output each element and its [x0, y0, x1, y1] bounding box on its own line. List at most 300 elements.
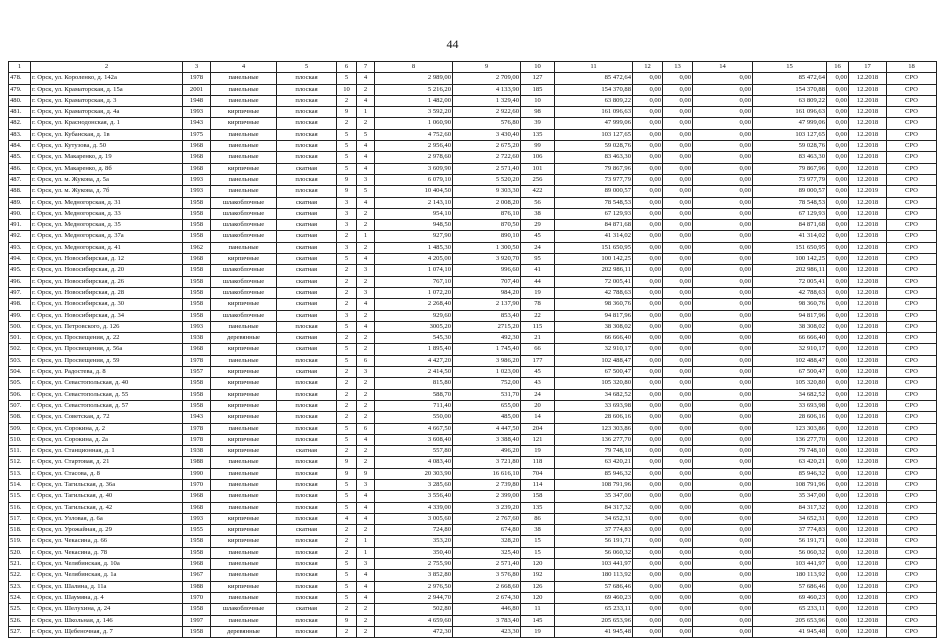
table-cell: 2 399,00 — [453, 491, 521, 502]
table-cell: 12.2018 — [849, 434, 887, 445]
column-header: 16 — [827, 62, 849, 73]
table-cell: 98 — [521, 107, 555, 118]
column-header: 5 — [277, 62, 337, 73]
table-cell: 41 — [521, 265, 555, 276]
table-cell: 0,00 — [827, 276, 849, 287]
table-cell: плоская — [277, 626, 337, 637]
table-row — [9, 502, 937, 513]
table-cell: 3 285,60 — [375, 479, 453, 490]
table-cell: 180 113,92 — [555, 570, 633, 581]
table-cell: г. Орск, ул. Новосибирская, д. 12 — [31, 254, 183, 265]
table-cell: 1993 — [183, 174, 211, 185]
table-cell: 0,00 — [827, 581, 849, 592]
column-header: 15 — [753, 62, 827, 73]
table-cell: кирпичные — [211, 581, 277, 592]
table-cell: 114 — [521, 479, 555, 490]
table-cell: 10 — [337, 84, 357, 95]
table-cell: 752,00 — [453, 378, 521, 389]
table-cell: 1993 — [183, 513, 211, 524]
table-cell: 0,00 — [663, 174, 693, 185]
table-cell: 12.2018 — [849, 604, 887, 615]
table-cell: плоская — [277, 186, 337, 197]
table-cell: 12.2018 — [849, 491, 887, 502]
table-cell: шлакоблочные — [211, 231, 277, 242]
table-cell: 0,00 — [633, 107, 663, 118]
table-cell: 12.2018 — [849, 141, 887, 152]
table-cell: 5 — [337, 141, 357, 152]
table-cell: 0,00 — [693, 174, 753, 185]
table-cell: 493. — [9, 242, 31, 253]
table-cell: 0,00 — [693, 525, 753, 536]
table-row — [9, 344, 937, 355]
table-cell: 0,00 — [693, 254, 753, 265]
table-cell: г. Орск, ул. Щебеночная, д. 7 — [31, 626, 183, 637]
table-cell: 711,40 — [375, 400, 453, 411]
table-cell: г. Орск, ул. Советская, д. 72 — [31, 412, 183, 423]
table-cell: г. Орск, ул. м. Жукова, д. 7б — [31, 186, 183, 197]
table-cell: 0,00 — [827, 491, 849, 502]
table-cell: 63 420,21 — [753, 457, 827, 468]
table-cell: 5 — [337, 491, 357, 502]
table-cell: 4 083,40 — [375, 457, 453, 468]
table-cell: 0,00 — [827, 502, 849, 513]
table-cell: 99 — [521, 141, 555, 152]
table-cell: 67 129,93 — [555, 208, 633, 219]
table-cell: 948,50 — [375, 220, 453, 231]
table-cell: 35 347,00 — [753, 491, 827, 502]
table-cell: 0,00 — [827, 355, 849, 366]
table-cell: панельные — [211, 479, 277, 490]
table-cell: панельные — [211, 242, 277, 253]
table-cell: панельные — [211, 547, 277, 558]
table-cell: плоская — [277, 457, 337, 468]
table-cell: 1978 — [183, 423, 211, 434]
table-cell: 4 — [357, 299, 375, 310]
table-cell: 4 — [357, 73, 375, 84]
table-cell: 56 060,32 — [753, 547, 827, 558]
table-cell: 12.2018 — [849, 299, 887, 310]
table-cell: панельные — [211, 559, 277, 570]
table-cell: 499. — [9, 310, 31, 321]
table-cell: 12.2018 — [849, 152, 887, 163]
table-cell: 2 008,20 — [453, 197, 521, 208]
table-cell: 65 233,11 — [555, 604, 633, 615]
table-cell: 0,00 — [633, 604, 663, 615]
table-cell: 3005,20 — [375, 321, 453, 332]
table-cell: 2 — [337, 412, 357, 423]
table-cell: 136 277,70 — [555, 434, 633, 445]
table-cell: 2 978,60 — [375, 152, 453, 163]
table-cell: 151 650,95 — [753, 242, 827, 253]
table-cell: 0,00 — [663, 547, 693, 558]
table-cell: 0,00 — [663, 95, 693, 106]
table-cell: 0,00 — [693, 367, 753, 378]
table-cell: 6 — [357, 355, 375, 366]
column-header: 11 — [555, 62, 633, 73]
table-cell: шлакоблочные — [211, 265, 277, 276]
table-cell: 5 — [357, 186, 375, 197]
table-cell: 870,50 — [453, 220, 521, 231]
table-cell: 510. — [9, 434, 31, 445]
table-cell: скатная — [277, 525, 337, 536]
table-row — [9, 208, 937, 219]
table-cell: 2 — [357, 626, 375, 637]
table-row — [9, 570, 937, 581]
table-cell: панельные — [211, 592, 277, 603]
table-cell: плоская — [277, 141, 337, 152]
table-cell: 496. — [9, 276, 31, 287]
table-cell: плоская — [277, 378, 337, 389]
table-cell: 550,00 — [375, 412, 453, 423]
table-cell: СРО — [887, 220, 937, 231]
table-cell: скатная — [277, 231, 337, 242]
table-row — [9, 231, 937, 242]
table-cell: 4 — [357, 141, 375, 152]
table-cell: 513. — [9, 468, 31, 479]
table-cell: панельные — [211, 129, 277, 140]
table-cell: 521. — [9, 559, 31, 570]
table-cell: 0,00 — [663, 513, 693, 524]
table-cell: 0,00 — [663, 457, 693, 468]
table-cell: 47 999,06 — [753, 118, 827, 129]
table-cell: 85 472,64 — [753, 73, 827, 84]
table-cell: 65 233,11 — [753, 604, 827, 615]
table-cell: 38 — [521, 525, 555, 536]
table-cell: кирпичные — [211, 434, 277, 445]
table-cell: скатная — [277, 287, 337, 298]
table-cell: 472,30 — [375, 626, 453, 637]
table-cell: 0,00 — [663, 242, 693, 253]
table-cell: плоская — [277, 479, 337, 490]
table-cell: 0,00 — [693, 547, 753, 558]
table-cell: 1 074,10 — [375, 265, 453, 276]
table-cell: 0,00 — [663, 423, 693, 434]
table-cell: 1 023,00 — [453, 367, 521, 378]
table-cell: 481. — [9, 107, 31, 118]
table-cell: 0,00 — [693, 570, 753, 581]
table-cell: скатная — [277, 367, 337, 378]
table-cell: 29 — [521, 220, 555, 231]
table-cell: 1 482,00 — [375, 95, 453, 106]
table-cell: 4 — [357, 95, 375, 106]
table-cell: 192 — [521, 570, 555, 581]
table-cell: 256 — [521, 174, 555, 185]
table-cell: 12.2018 — [849, 457, 887, 468]
table-cell: 83 463,30 — [555, 152, 633, 163]
table-cell: 0,00 — [633, 276, 663, 287]
table-cell: 984,20 — [453, 287, 521, 298]
table-cell: 0,00 — [827, 389, 849, 400]
table-cell: 0,00 — [827, 186, 849, 197]
table-cell: 154 370,88 — [555, 84, 633, 95]
table-cell: 0,00 — [663, 536, 693, 547]
table-row — [9, 491, 937, 502]
table-cell: 509. — [9, 423, 31, 434]
table-cell: 6 — [357, 423, 375, 434]
table-cell: 0,00 — [827, 344, 849, 355]
table-cell: 1958 — [183, 604, 211, 615]
table-cell: 0,00 — [693, 513, 753, 524]
table-cell: 5 — [337, 502, 357, 513]
table-cell: 2 668,60 — [453, 581, 521, 592]
table-cell: 479. — [9, 84, 31, 95]
table-cell: 5 — [337, 355, 357, 366]
table-cell: 6 079,10 — [375, 174, 453, 185]
table-cell: кирпичные — [211, 400, 277, 411]
table-cell: 1978 — [183, 73, 211, 84]
table-cell: кирпичные — [211, 344, 277, 355]
table-cell: 12.2018 — [849, 231, 887, 242]
table-cell: 0,00 — [693, 457, 753, 468]
table-cell: 44 — [521, 276, 555, 287]
table-cell: 0,00 — [827, 208, 849, 219]
table-cell: 100 142,25 — [555, 254, 633, 265]
table-cell: 0,00 — [693, 412, 753, 423]
table-row — [9, 355, 937, 366]
table-cell: 0,00 — [663, 287, 693, 298]
table-cell: шлакоблочные — [211, 220, 277, 231]
table-cell: плоская — [277, 468, 337, 479]
table-cell: 38 308,02 — [753, 321, 827, 332]
table-cell: 0,00 — [693, 446, 753, 457]
table-cell: 0,00 — [827, 220, 849, 231]
table-cell: 0,00 — [633, 118, 663, 129]
table-row — [9, 186, 937, 197]
table-cell: 0,00 — [693, 479, 753, 490]
table-cell: 86 — [521, 513, 555, 524]
table-cell: 0,00 — [693, 208, 753, 219]
table-cell: 154 370,88 — [753, 84, 827, 95]
table-cell: 57 686,46 — [753, 581, 827, 592]
table-cell: 105 320,80 — [753, 378, 827, 389]
table-cell: 135 — [521, 129, 555, 140]
table-row — [9, 615, 937, 626]
table-cell: 0,00 — [827, 412, 849, 423]
table-row — [9, 626, 937, 637]
table-cell: 9 — [337, 174, 357, 185]
table-cell: г. Орск, ул. Медногорская, д. 41 — [31, 242, 183, 253]
column-number-row — [9, 62, 937, 73]
table-cell: 101 — [521, 163, 555, 174]
table-cell: 927,90 — [375, 231, 453, 242]
table-cell: СРО — [887, 231, 937, 242]
table-cell: 12.2018 — [849, 95, 887, 106]
table-cell: 43 — [521, 378, 555, 389]
table-cell: 3 — [357, 479, 375, 490]
table-cell: 56 191,71 — [753, 536, 827, 547]
table-cell: 0,00 — [633, 581, 663, 592]
table-cell: 0,00 — [663, 276, 693, 287]
table-cell: 0,00 — [663, 525, 693, 536]
table-cell: 2 — [337, 299, 357, 310]
table-cell: 0,00 — [663, 604, 693, 615]
table-cell: 204 — [521, 423, 555, 434]
table-cell: плоская — [277, 423, 337, 434]
table-cell: 98 360,76 — [555, 299, 633, 310]
table-row — [9, 434, 937, 445]
table-cell: 1 072,20 — [375, 287, 453, 298]
table-cell: 0,00 — [827, 118, 849, 129]
table-cell: г. Орск, ул. Просвещения, д. 59 — [31, 355, 183, 366]
table-cell: 106 — [521, 152, 555, 163]
table-cell: 0,00 — [827, 141, 849, 152]
table-cell: 5 — [337, 129, 357, 140]
table-cell: 89 000,57 — [555, 186, 633, 197]
table-cell: 484. — [9, 141, 31, 152]
table-cell: 1978 — [183, 434, 211, 445]
table-cell: 5 — [337, 73, 357, 84]
table-cell: 0,00 — [693, 389, 753, 400]
table-cell: 1958 — [183, 197, 211, 208]
table-cell: 0,00 — [633, 220, 663, 231]
table-cell: кирпичные — [211, 107, 277, 118]
table-cell: 135 — [521, 502, 555, 513]
table-cell: 0,00 — [633, 333, 663, 344]
table-row — [9, 547, 937, 558]
table-cell: 5 — [337, 423, 357, 434]
table-cell: 127 — [521, 73, 555, 84]
table-cell: 1967 — [183, 570, 211, 581]
table-cell: 5 — [337, 344, 357, 355]
table-cell: 0,00 — [693, 152, 753, 163]
table-cell: 2 — [357, 242, 375, 253]
table-cell: 2 — [337, 626, 357, 637]
table-row — [9, 107, 937, 118]
table-cell: г. Орск, ул. Кубанская, д. 1в — [31, 129, 183, 140]
table-cell: 12.2018 — [849, 626, 887, 637]
table-cell: 34 682,52 — [753, 389, 827, 400]
table-cell: панельные — [211, 355, 277, 366]
table-cell: СРО — [887, 355, 937, 366]
table-cell: 84 317,32 — [753, 502, 827, 513]
table-cell: 0,00 — [633, 412, 663, 423]
table-cell: 1958 — [183, 626, 211, 637]
table-cell: 525. — [9, 604, 31, 615]
table-cell: панельные — [211, 615, 277, 626]
table-cell: 12.2018 — [849, 287, 887, 298]
table-cell: 0,00 — [663, 186, 693, 197]
table-cell: 996,60 — [453, 265, 521, 276]
table-cell: 118 — [521, 457, 555, 468]
table-cell: 12.2018 — [849, 615, 887, 626]
table-cell: 20 — [521, 400, 555, 411]
table-cell: 37 774,83 — [555, 525, 633, 536]
table-cell: 89 000,57 — [753, 186, 827, 197]
table-cell: 161 096,63 — [753, 107, 827, 118]
table-cell: 0,00 — [693, 592, 753, 603]
table-cell: СРО — [887, 423, 937, 434]
table-cell: скатная — [277, 254, 337, 265]
table-cell: 120 — [521, 592, 555, 603]
table-cell: 85 946,32 — [753, 468, 827, 479]
table-cell: г. Орск, ул. Новосибирская, д. 28 — [31, 287, 183, 298]
table-cell: 0,00 — [827, 367, 849, 378]
table-cell: 0,00 — [633, 502, 663, 513]
table-cell: 2 674,30 — [453, 592, 521, 603]
table-cell: 2 — [337, 400, 357, 411]
table-cell: 12.2018 — [849, 344, 887, 355]
table-cell: 655,00 — [453, 400, 521, 411]
table-cell: 108 791,96 — [753, 479, 827, 490]
table-cell: 515. — [9, 491, 31, 502]
table-cell: плоская — [277, 84, 337, 95]
table-cell: 1955 — [183, 525, 211, 536]
table-cell: плоская — [277, 174, 337, 185]
table-cell: 12.2018 — [849, 321, 887, 332]
table-cell: 767,10 — [375, 276, 453, 287]
table-cell: 514. — [9, 479, 31, 490]
table-cell: 3 920,70 — [453, 254, 521, 265]
table-cell: 0,00 — [693, 163, 753, 174]
table-cell: 102 488,47 — [555, 355, 633, 366]
table-row — [9, 536, 937, 547]
table-cell: г. Орск, ул. Тагильская, д. 42 — [31, 502, 183, 513]
table-cell: 507. — [9, 400, 31, 411]
table-cell: 2 — [357, 457, 375, 468]
table-cell: 0,00 — [633, 547, 663, 558]
table-row — [9, 446, 937, 457]
table-cell: 0,00 — [663, 389, 693, 400]
table-cell: панельные — [211, 84, 277, 95]
table-cell: кирпичные — [211, 389, 277, 400]
table-cell: 4 — [357, 254, 375, 265]
table-cell: 0,00 — [633, 400, 663, 411]
table-cell: СРО — [887, 457, 937, 468]
table-cell: 2 — [337, 378, 357, 389]
column-header: 2 — [31, 62, 183, 73]
table-cell: панельные — [211, 468, 277, 479]
table-cell: 0,00 — [827, 107, 849, 118]
table-cell: 4 133,90 — [453, 84, 521, 95]
table-cell: г. Орск, ул. Сорокина, д. 2а — [31, 434, 183, 445]
table-cell: 136 277,70 — [753, 434, 827, 445]
table-cell: 0,00 — [693, 141, 753, 152]
table-cell: 33 693,98 — [555, 400, 633, 411]
table-cell: СРО — [887, 242, 937, 253]
table-cell: панельные — [211, 174, 277, 185]
table-cell: СРО — [887, 367, 937, 378]
table-cell: 0,00 — [827, 446, 849, 457]
table-cell: 0,00 — [633, 525, 663, 536]
table-cell: 511. — [9, 446, 31, 457]
table-cell: 0,00 — [663, 615, 693, 626]
table-cell: 0,00 — [633, 615, 663, 626]
table-cell: 103 441,97 — [753, 559, 827, 570]
housing-table — [8, 61, 937, 638]
table-cell: СРО — [887, 626, 937, 637]
table-cell: 1943 — [183, 118, 211, 129]
table-cell: 2 — [337, 265, 357, 276]
table-cell: 79 867,96 — [555, 163, 633, 174]
table-cell: 0,00 — [693, 626, 753, 637]
table-cell: 0,00 — [693, 321, 753, 332]
table-cell: г. Орск, ул. Просвещения, д. 22 — [31, 333, 183, 344]
table-row — [9, 423, 937, 434]
table-cell: 2 — [357, 208, 375, 219]
table-cell: 0,00 — [827, 163, 849, 174]
table-body — [9, 73, 937, 638]
table-cell: 67 129,93 — [753, 208, 827, 219]
table-row — [9, 265, 937, 276]
table-cell: 3 430,40 — [453, 129, 521, 140]
table-cell: 0,00 — [663, 570, 693, 581]
table-cell: г. Орск, ул. Челябинская, д. 1а — [31, 570, 183, 581]
table-cell: 9 — [337, 615, 357, 626]
table-cell: плоская — [277, 95, 337, 106]
table-cell: 12.2018 — [849, 513, 887, 524]
table-cell: 12.2018 — [849, 468, 887, 479]
table-cell: 105 320,80 — [555, 378, 633, 389]
